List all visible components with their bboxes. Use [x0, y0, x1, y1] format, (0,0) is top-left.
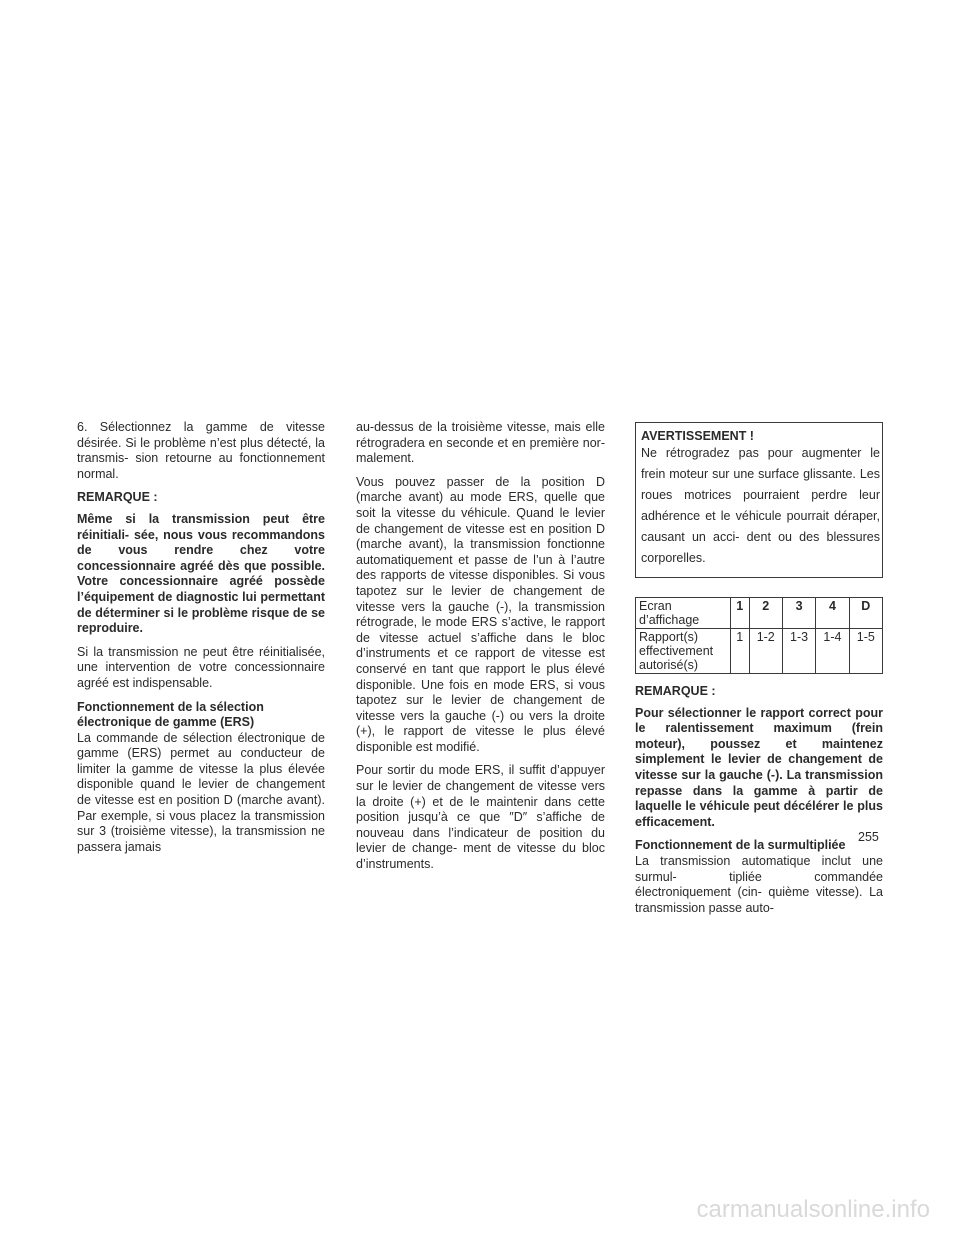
ers-mode-text: Vous pouvez passer de la position D (marche avant) au mode ERS, quelle que soit la vitesse du véhicule. Quand le levier de changement de vitesse est en position D (marche avant), la transmission fonctionne automatiquement et passe de l’un à l’autre des rapports de vitesse disponibles. Si vous tapotez sur le levier de changement de vitesse vers la gauche (-), la transmission rétrograde, le mode ERS s’active, le rapport de vitesse actuel s’affiche dans le bloc d’instruments et ce rapport de vitesse est conservé en tant que rapport le plus élevé disponible. Une fois en mode ERS, si vous tapotez sur le levier de changement de vitesse vers la gauche (-) ou vers la droite (+), le rapport de vitesse le plus élevé disponible est modifié. — [356, 474, 605, 754]
ers-heading-line-1: Fonctionnement de la sélection — [77, 699, 264, 714]
gear-table — [635, 597, 883, 674]
column-2 — [356, 420, 605, 881]
table-row — [636, 629, 883, 674]
remark-label: REMARQUE : — [77, 490, 158, 505]
table-row — [636, 598, 883, 629]
ers-continued-text: au-dessus de la troisième vitesse, mais elle rétrogradera en seconde et en première nor- malement. — [356, 420, 605, 466]
table-header-cell: 2 — [749, 598, 782, 629]
table-cell: 1-5 — [849, 629, 882, 674]
table-header-cell: 4 — [816, 598, 849, 629]
ers-text: La commande de sélection électronique de gamme (ERS) permet au conducteur de limiter la gamme de vitesse la plus élevée disponible quand le levier de changement de vitesse est en position D (marche avant). Par exemple, si vous placez la transmission sur 3 (troisième vitesse), la transmission ne passera jamais — [77, 730, 325, 854]
table-cell: 1-3 — [782, 629, 815, 674]
warning-text: Ne rétrogradez pas pour augmenter le frein moteur sur une surface glissante. Les roues motrices pourraient perdre leur adhérence et le véhicule pourrait déraper, causant un acci- dent ou des blessures corporelles. — [641, 446, 880, 565]
ers-exit-text: Pour sortir du mode ERS, il suffit d’appuyer sur le levier de changement de vitesse vers la droite (+) et de le maintenir dans cette position jusqu’à ce que ″D″ s’affiche de nouveau dans l’indicateur de position du levier de change- ment de vitesse du bloc d’instruments. — [356, 763, 605, 872]
reset-text: Si la transmission ne peut être réinitialisée, une intervention de votre concessionnaire agréé est indispensable. — [77, 644, 325, 690]
column-3 — [635, 420, 883, 924]
page-number: 255 — [858, 830, 879, 844]
remark-text: Pour sélectionner le rapport correct pour le ralentissement maximum (frein moteur), poussez et maintenez simplement le levier de changement de vitesse sur la gauche (-). La transmission repasse dans la gamme à partir de laquelle le véhicule peut décélérer le plus efficacement. — [635, 705, 883, 829]
remark-label: REMARQUE : — [635, 684, 716, 698]
table-cell: 1 — [731, 629, 750, 674]
table-header-cell: 3 — [782, 598, 815, 629]
overdrive-heading: Fonctionnement de la surmultipliée — [635, 838, 846, 853]
table-cell: 1-4 — [816, 629, 849, 674]
remark-text: Même si la transmission peut être réinitiali- sée, nous vous recommandons de vous rendre chez votre concessionnaire agréé dès que possible. Votre concessionnaire agréé possède l’équipement de diagnostic lui permettant de déterminer si le problème risque de se reproduire. — [77, 511, 325, 636]
table-header-cell: 1 — [731, 598, 750, 629]
table-header-cell: D — [849, 598, 882, 629]
column-1 — [77, 420, 325, 863]
step-6-text: 6. Sélectionnez la gamme de vitesse désirée. Si le problème n’est plus détecté, la transmis- sion retourne au fonctionnement normal. — [77, 420, 325, 481]
warning-title: AVERTISSEMENT ! — [641, 429, 754, 443]
table-row-label: Rapport(s) effectivement autorisé(s) — [636, 629, 731, 674]
table-header-label: Ecran d’affichage — [636, 598, 731, 629]
overdrive-text: La transmission automatique inclut une surmul- tipliée commandée électroniquement (cin- quième vitesse). La transmission passe auto- — [635, 853, 883, 915]
warning-box — [635, 422, 883, 578]
watermark: carmanualsonline.info — [696, 1196, 930, 1223]
ers-heading-line-2: électronique de gamme (ERS) — [77, 715, 255, 730]
table-cell: 1-2 — [749, 629, 782, 674]
